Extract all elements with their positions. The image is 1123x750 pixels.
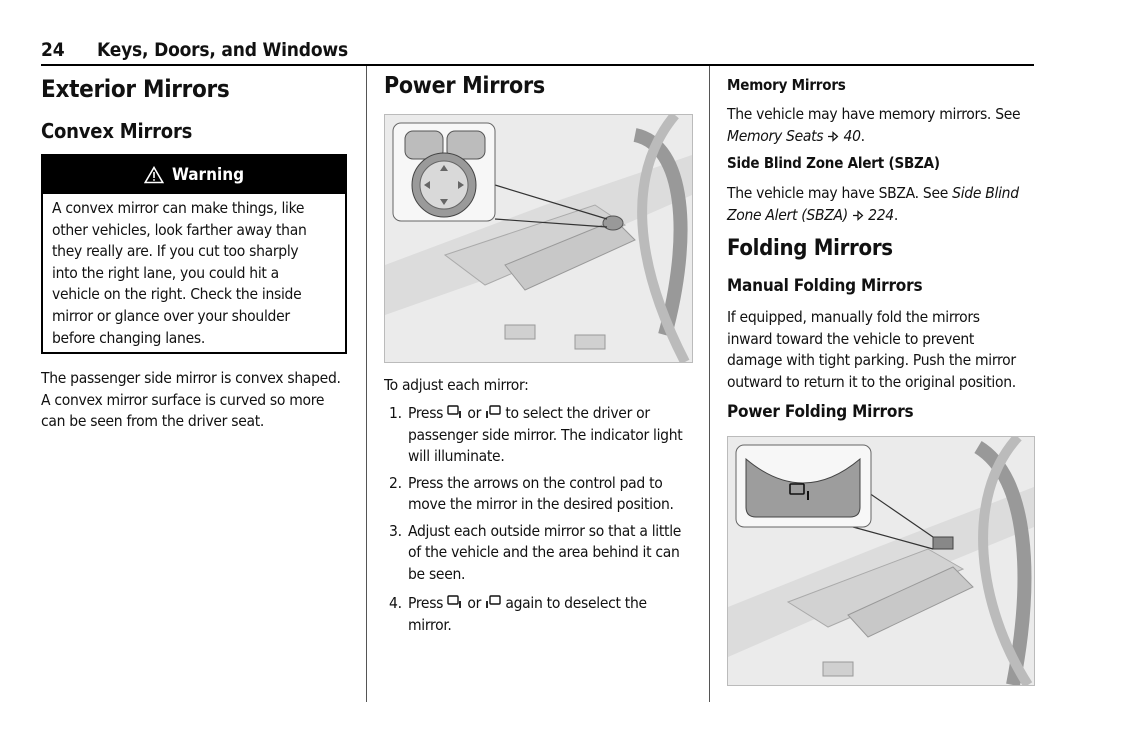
step-text: Press xyxy=(408,404,444,422)
warning-line: A convex mirror can make things, like xyxy=(52,199,305,217)
exterior-mirrors-title: Exterior Mirrors xyxy=(41,75,230,103)
paragraph-line: The passenger side mirror is convex shaped. xyxy=(41,369,341,387)
step-number: 2. xyxy=(389,473,402,492)
manual-folding-heading: Manual Folding Mirrors xyxy=(727,276,923,296)
power-folding-illustration xyxy=(727,436,1035,686)
warning-box xyxy=(41,154,347,354)
step-number: 1. xyxy=(389,404,402,422)
warning-triangle-icon xyxy=(144,166,164,184)
power-folding-heading: Power Folding Mirrors xyxy=(727,402,914,422)
paragraph-line: A convex mirror surface is curved so more xyxy=(41,390,325,409)
warning-line: mirror or glance over your shoulder xyxy=(52,306,290,325)
memory-seats-page[interactable]: 40 xyxy=(843,126,861,145)
step-text: of the vehicle and the area behind it can xyxy=(408,543,680,561)
page-reference-arrow-icon xyxy=(852,210,864,221)
section-title: Keys, Doors, and Windows xyxy=(97,39,348,61)
memory-line: The vehicle may have memory mirrors. See xyxy=(727,105,1021,123)
step-text: mirror. xyxy=(408,615,452,634)
manual-line: outward to return it to the original position. xyxy=(727,372,1016,391)
warning-line: other vehicles, look farther away than xyxy=(52,220,307,239)
step-text: or xyxy=(467,594,482,612)
step-text: to select the driver or xyxy=(505,404,650,422)
adjust-intro: To adjust each mirror: xyxy=(384,376,529,394)
sbza-link[interactable]: Zone Alert (SBZA) xyxy=(727,205,848,224)
convex-mirrors-heading: Convex Mirrors xyxy=(41,119,193,143)
sbza-text: The vehicle may have SBZA. See Side Blind Zone Alert (SBZA) 224. xyxy=(727,184,1019,224)
column-divider-1 xyxy=(366,66,367,702)
step-text: Press xyxy=(408,594,444,612)
left-mirror-select-icon xyxy=(447,405,463,419)
step-text: passenger side mirror. The indicator light xyxy=(408,425,683,444)
warning-text xyxy=(43,194,345,349)
warning-line: they really are. If you cut too sharply xyxy=(52,242,299,261)
warning-line: before changing lanes. xyxy=(52,328,205,347)
step-text: be seen. xyxy=(408,564,466,583)
sbza-page[interactable]: 224 xyxy=(868,205,894,224)
right-mirror-select-icon xyxy=(485,405,501,419)
memory-reference-line: Memory Seats 40. xyxy=(727,126,865,145)
right-mirror-select-icon xyxy=(485,595,501,609)
step-item xyxy=(384,593,694,636)
step-text: Press the arrows on the control pad to xyxy=(408,473,663,492)
adjust-steps xyxy=(384,403,694,641)
left-mirror-select-icon xyxy=(447,595,463,609)
sbza-heading: Side Blind Zone Alert (SBZA) xyxy=(727,154,940,172)
step-item xyxy=(384,403,694,468)
step-text: move the mirror in the desired position. xyxy=(408,495,674,513)
page-number: 24 xyxy=(41,39,65,61)
step-item xyxy=(384,521,694,586)
manual-line: If equipped, manually fold the mirrors xyxy=(727,308,980,326)
step-number: 4. xyxy=(389,594,402,612)
header-rule xyxy=(41,64,1034,66)
page-reference-arrow-icon xyxy=(827,131,839,142)
manual-line: damage with tight parking. Push the mirror xyxy=(727,351,1016,369)
warning-line: into the right lane, you could hit a xyxy=(52,263,279,282)
sbza-line: The vehicle may have SBZA. See xyxy=(727,184,949,202)
warning-label: Warning xyxy=(171,165,245,185)
memory-mirrors-heading: Memory Mirrors xyxy=(727,76,846,94)
manual-folding-text xyxy=(727,307,1037,393)
step-number: 3. xyxy=(389,521,402,540)
step-text: or xyxy=(467,404,482,422)
folding-mirrors-title: Folding Mirrors xyxy=(727,236,893,261)
power-mirror-control-illustration xyxy=(384,114,693,363)
manual-line: inward toward the vehicle to prevent xyxy=(727,329,975,348)
memory-seats-link[interactable]: Memory Seats xyxy=(727,126,824,145)
power-mirrors-title: Power Mirrors xyxy=(384,73,545,99)
convex-paragraph xyxy=(41,368,361,433)
step-item xyxy=(384,473,694,516)
step-text: again to deselect the xyxy=(505,594,647,612)
warning-header xyxy=(43,156,345,194)
step-text: will illuminate. xyxy=(408,447,505,465)
step-text: Adjust each outside mirror so that a little xyxy=(408,521,682,540)
paragraph-line: can be seen from the driver seat. xyxy=(41,412,265,430)
memory-mirrors-text xyxy=(727,104,1032,147)
running-header xyxy=(41,39,348,61)
sbza-link[interactable]: Side Blind xyxy=(952,184,1019,202)
warning-line: vehicle on the right. Check the inside xyxy=(52,285,302,304)
column-divider-2 xyxy=(709,66,710,702)
